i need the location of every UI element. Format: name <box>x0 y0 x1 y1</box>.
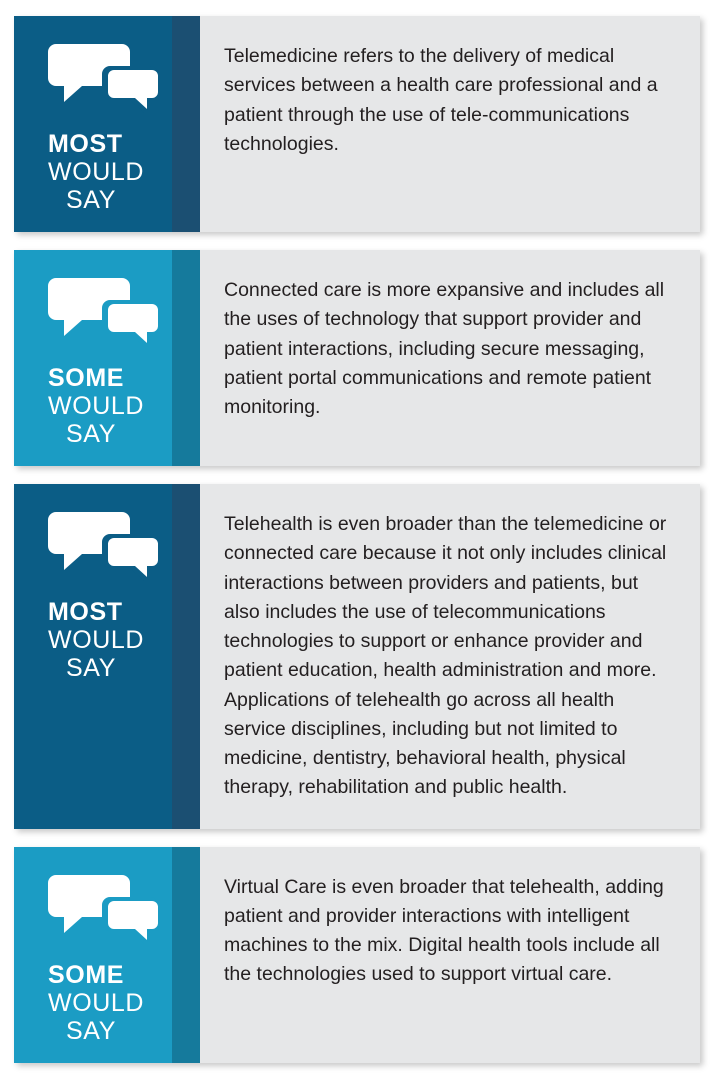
badge-label-group <box>48 364 144 448</box>
badge-line-1: SOME <box>48 364 125 392</box>
badge-line-3: SAY <box>66 186 116 214</box>
info-card <box>14 847 700 1063</box>
info-card <box>14 250 700 466</box>
badge-line-2: WOULD <box>48 158 145 186</box>
card-body <box>200 484 700 829</box>
badge-line-3: SAY <box>66 654 116 682</box>
badge-most-would-say <box>14 16 200 232</box>
card-body-text: Telemedicine refers to the delivery of medical services between a health care professional and a patient through the use of tele-communications technologies. <box>224 45 658 155</box>
card-body <box>200 16 700 232</box>
badge-line-3: SAY <box>66 420 116 448</box>
badge-most-would-say <box>14 484 200 829</box>
badge-some-would-say <box>14 250 200 466</box>
infographic-container <box>0 16 720 1085</box>
badge-line-2: WOULD <box>48 626 145 654</box>
speech-bubbles-icon <box>48 276 168 350</box>
card-body <box>200 847 700 1063</box>
badge-line-1: MOST <box>48 598 123 626</box>
badge-accent-strip <box>172 484 200 829</box>
info-card <box>14 484 700 829</box>
badge-label-group <box>48 961 144 1045</box>
card-body-text: Connected care is more expansive and includes all the uses of technology that support provider and patient interactions, including secure messaging, patient portal communications and remote patient monitoring. <box>224 279 665 418</box>
badge-accent-strip <box>172 250 200 466</box>
speech-bubbles-icon <box>48 510 168 584</box>
badge-some-would-say <box>14 847 200 1063</box>
speech-bubbles-icon <box>48 42 168 116</box>
card-body-text: Telehealth is even broader than the telemedicine or connected care because it not only includes clinical interactions between providers and patients, but also includes the use of telecommunications technologies to support or enhance provider and patient education, health administration and more. Applications of telehealth go across all health service disciplines, including but not limited to medicine, dentistry, behavioral health, physical therapy, rehabilitation and public health. <box>224 513 667 799</box>
badge-line-2: WOULD <box>48 988 145 1017</box>
badge-line-1: SOME <box>48 960 125 989</box>
badge-label-group <box>48 598 144 682</box>
badge-accent-strip <box>172 16 200 232</box>
badge-line-1: MOST <box>48 130 123 158</box>
badge-accent-strip <box>172 847 200 1063</box>
badge-line-2: WOULD <box>48 392 145 420</box>
info-card <box>14 16 700 232</box>
badge-label-group <box>48 130 144 214</box>
card-body-text: Virtual Care is even broader that telehealth, adding patient and provider interactions with intelligent machines to the mix. Digital health tools include all the technologies used to support virtual care. <box>224 875 664 986</box>
badge-line-3: SAY <box>66 1016 116 1045</box>
card-body <box>200 250 700 466</box>
speech-bubbles-icon <box>48 873 168 947</box>
